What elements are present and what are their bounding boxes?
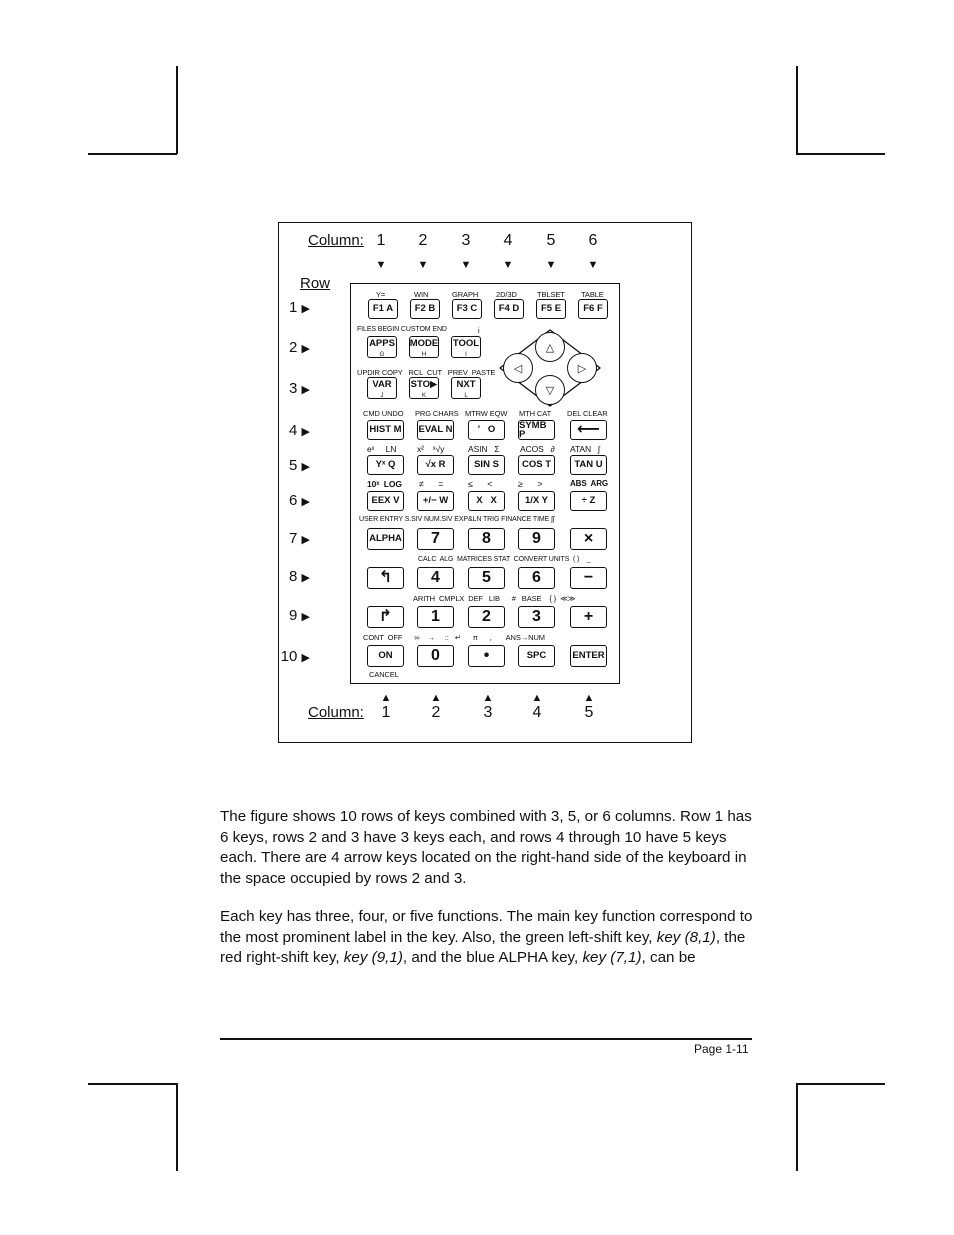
top-column-number: 4 <box>503 232 513 249</box>
shift-label: WIN <box>414 290 429 299</box>
cancel-label: CANCEL <box>369 670 399 679</box>
key-backspace[interactable]: ⟵ <box>570 420 607 440</box>
key-tick[interactable]: ' O <box>468 420 505 440</box>
bottom-column-number: 1 <box>381 704 391 721</box>
key-yx[interactable]: Yˣ Q <box>367 455 404 475</box>
row-number: 7 ▶ <box>289 530 310 547</box>
key-right-shift[interactable]: ↱ <box>367 606 404 628</box>
shift-label: TABLE <box>581 290 604 299</box>
footer-rule <box>220 1038 752 1040</box>
key-8[interactable]: 8 <box>468 528 505 550</box>
right-arrow-key[interactable]: ▷ <box>567 353 597 383</box>
key-cos[interactable]: COS T <box>518 455 555 475</box>
shift-label: DEL CLEAR <box>567 409 608 418</box>
key-plus-minus[interactable]: +/− W <box>417 491 454 511</box>
key-nxt[interactable]: NXT L <box>451 377 481 399</box>
key-f6[interactable]: F6 F <box>578 299 608 319</box>
shift-label: 10ˣ LOG <box>367 479 402 489</box>
key-mode[interactable]: MODE H <box>409 338 439 358</box>
down-arrow-icon: ▼ <box>375 259 387 271</box>
top-column-label: Column: <box>308 232 364 249</box>
left-arrow-key[interactable]: ◁ <box>503 353 533 383</box>
shift-label: ACOS ∂ <box>520 444 555 454</box>
shift-label: GRAPH <box>452 290 479 299</box>
key-4[interactable]: 4 <box>417 567 454 589</box>
key-multiply[interactable]: × <box>570 528 607 550</box>
shift-label: USER ENTRY S.SIV NUM.SIV EXP&LN TRIG FINANCE TIME ∫∫ <box>359 516 555 523</box>
key-plus[interactable]: + <box>570 606 607 628</box>
key-reciprocal[interactable]: 1/X Y <box>518 491 555 511</box>
crop-mark <box>796 1083 798 1171</box>
up-arrow-icon: ▲ <box>583 692 595 704</box>
top-column-number: 6 <box>588 232 598 249</box>
shift-label: ABS ARG <box>570 479 609 488</box>
crop-mark <box>796 153 885 155</box>
bottom-column-number: 4 <box>532 704 542 721</box>
row-label: Row <box>300 275 331 292</box>
key-hist[interactable]: HIST M <box>367 420 404 440</box>
key-eval[interactable]: EVAL N <box>417 420 454 440</box>
crop-mark <box>88 1083 177 1085</box>
top-column-number: 1 <box>376 232 386 249</box>
shift-label: i <box>478 326 480 335</box>
key-alpha[interactable]: ALPHA <box>367 528 404 550</box>
key-6[interactable]: 6 <box>518 567 555 589</box>
key-sto[interactable]: STO▶ K <box>410 379 438 399</box>
key-f4[interactable]: F4 D <box>494 299 524 319</box>
crop-mark <box>796 66 798 154</box>
shift-label: MTH CAT <box>519 409 552 418</box>
key-tan[interactable]: TAN U <box>570 455 607 475</box>
key-f3[interactable]: F3 C <box>452 299 482 319</box>
key-spc[interactable]: SPC <box>518 645 555 667</box>
key-divide[interactable]: ÷ Z <box>570 491 607 511</box>
shift-label: CONT OFF ∞ → :: ↵ π , ANS→NUM <box>363 633 545 642</box>
up-arrow-icon: ▲ <box>430 692 442 704</box>
top-column-number: 2 <box>418 232 428 249</box>
shift-label: PRG CHARS <box>415 409 459 418</box>
shift-label: ATAN ∫ <box>570 444 601 454</box>
down-arrow-icon: ▼ <box>587 259 599 271</box>
shift-label: MTRW EQW <box>465 409 508 418</box>
crop-mark <box>176 66 178 154</box>
key-5[interactable]: 5 <box>468 567 505 589</box>
key-f1[interactable]: F1 A <box>368 299 398 319</box>
crop-mark <box>796 1083 885 1085</box>
shift-label: ARITH CMPLX DEF LIB # BASE { } ≪≫ <box>413 594 576 603</box>
key-f5[interactable]: F5 E <box>536 299 566 319</box>
crop-mark <box>176 1083 178 1171</box>
up-arrow-icon: ▲ <box>380 692 392 704</box>
shift-label: ≠ = <box>419 479 444 489</box>
bottom-column-number: 2 <box>431 704 441 721</box>
row-number: 8 ▶ <box>289 568 310 585</box>
key-apps[interactable]: APPS G <box>367 336 397 358</box>
key-sin[interactable]: SIN S <box>468 455 505 475</box>
shift-label: UPDIR COPY RCL CUT PREV PASTE <box>357 368 496 377</box>
key-f2[interactable]: F2 B <box>410 299 440 319</box>
up-arrow-icon: ▲ <box>482 692 494 704</box>
body-paragraph: The figure shows 10 rows of keys combined with 3, 5, or 6 columns. Row 1 has 6 keys, rows 2 and 3 have 3 keys each, and rows 4 through 10 have 5 keys each. There are 4 arrow keys located on the right-hand side of the keyboard in the space occupied by rows 2 and 3. <box>220 808 752 887</box>
key-eex[interactable]: EEX V <box>367 491 404 511</box>
up-arrow-icon: ▲ <box>531 692 543 704</box>
shift-label: 2D/3D <box>496 290 517 299</box>
down-arrow-icon: ▼ <box>460 259 472 271</box>
shift-label: ≥ > <box>518 479 543 489</box>
shift-label: TBLSET <box>537 290 565 299</box>
down-arrow-icon: ▼ <box>502 259 514 271</box>
top-column-number: 5 <box>546 232 556 249</box>
row-number: 6 ▶ <box>289 492 310 509</box>
row-number: 2 ▶ <box>289 339 310 356</box>
key-symb[interactable]: SYMB P <box>518 420 555 440</box>
key-decimal[interactable]: • <box>468 645 505 667</box>
shift-label: ASIN Σ <box>468 444 500 454</box>
up-arrow-key[interactable]: △ <box>535 332 565 362</box>
key-on[interactable]: ON <box>367 645 404 667</box>
shift-label: ≤ < <box>468 479 493 489</box>
shift-label: CALC ALG MATRICES STAT CONVERT UNITS ( ) _ <box>418 556 591 563</box>
key-tool[interactable]: TOOL I <box>452 338 480 358</box>
key-9[interactable]: 9 <box>518 528 555 550</box>
key-0[interactable]: 0 <box>417 645 454 667</box>
down-arrow-key[interactable]: ▽ <box>535 375 565 405</box>
key-x[interactable]: X X <box>468 491 505 511</box>
row-number: 9 ▶ <box>289 607 310 624</box>
shift-label: eˣ LN <box>367 444 397 454</box>
shift-label: x² ˣ√y <box>417 444 445 454</box>
key-var[interactable]: VAR J <box>367 377 397 399</box>
down-arrow-icon: ▼ <box>545 259 557 271</box>
key-2[interactable]: 2 <box>468 606 505 628</box>
row-number: 5 ▶ <box>289 457 310 474</box>
key-3[interactable]: 3 <box>518 606 555 628</box>
key-sqrt[interactable]: √x R <box>417 455 454 475</box>
key-left-shift[interactable]: ↰ <box>367 567 404 589</box>
row-number: 1 ▶ <box>289 299 310 316</box>
bottom-column-number: 5 <box>584 704 594 721</box>
top-column-number: 3 <box>461 232 471 249</box>
key-7[interactable]: 7 <box>417 528 454 550</box>
crop-mark <box>88 153 177 155</box>
key-enter[interactable]: ENTER <box>570 645 607 667</box>
bottom-column-label: Column: <box>308 704 364 721</box>
row-number: 3 ▶ <box>289 380 310 397</box>
row-number: 4 ▶ <box>289 422 310 439</box>
row-number: 10 ▶ <box>280 648 310 665</box>
shift-label: CMD UNDO <box>363 409 404 418</box>
body-paragraph: Each key has three, four, or five functions. The main key function correspond to the most prominent label in the key. Also, the green left-shift key, key (8,1), the red right-shift key, key (9,1), and the blue ALPHA key, key (7,1), can be <box>220 908 753 967</box>
shift-label: FILES BEGIN CUSTOM END <box>357 326 447 333</box>
page-number: Page 1-11 <box>694 1042 749 1056</box>
shift-label: Y= <box>376 290 386 299</box>
key-minus[interactable]: − <box>570 567 607 589</box>
bottom-column-number: 3 <box>483 704 493 721</box>
key-1[interactable]: 1 <box>417 606 454 628</box>
down-arrow-icon: ▼ <box>417 259 429 271</box>
